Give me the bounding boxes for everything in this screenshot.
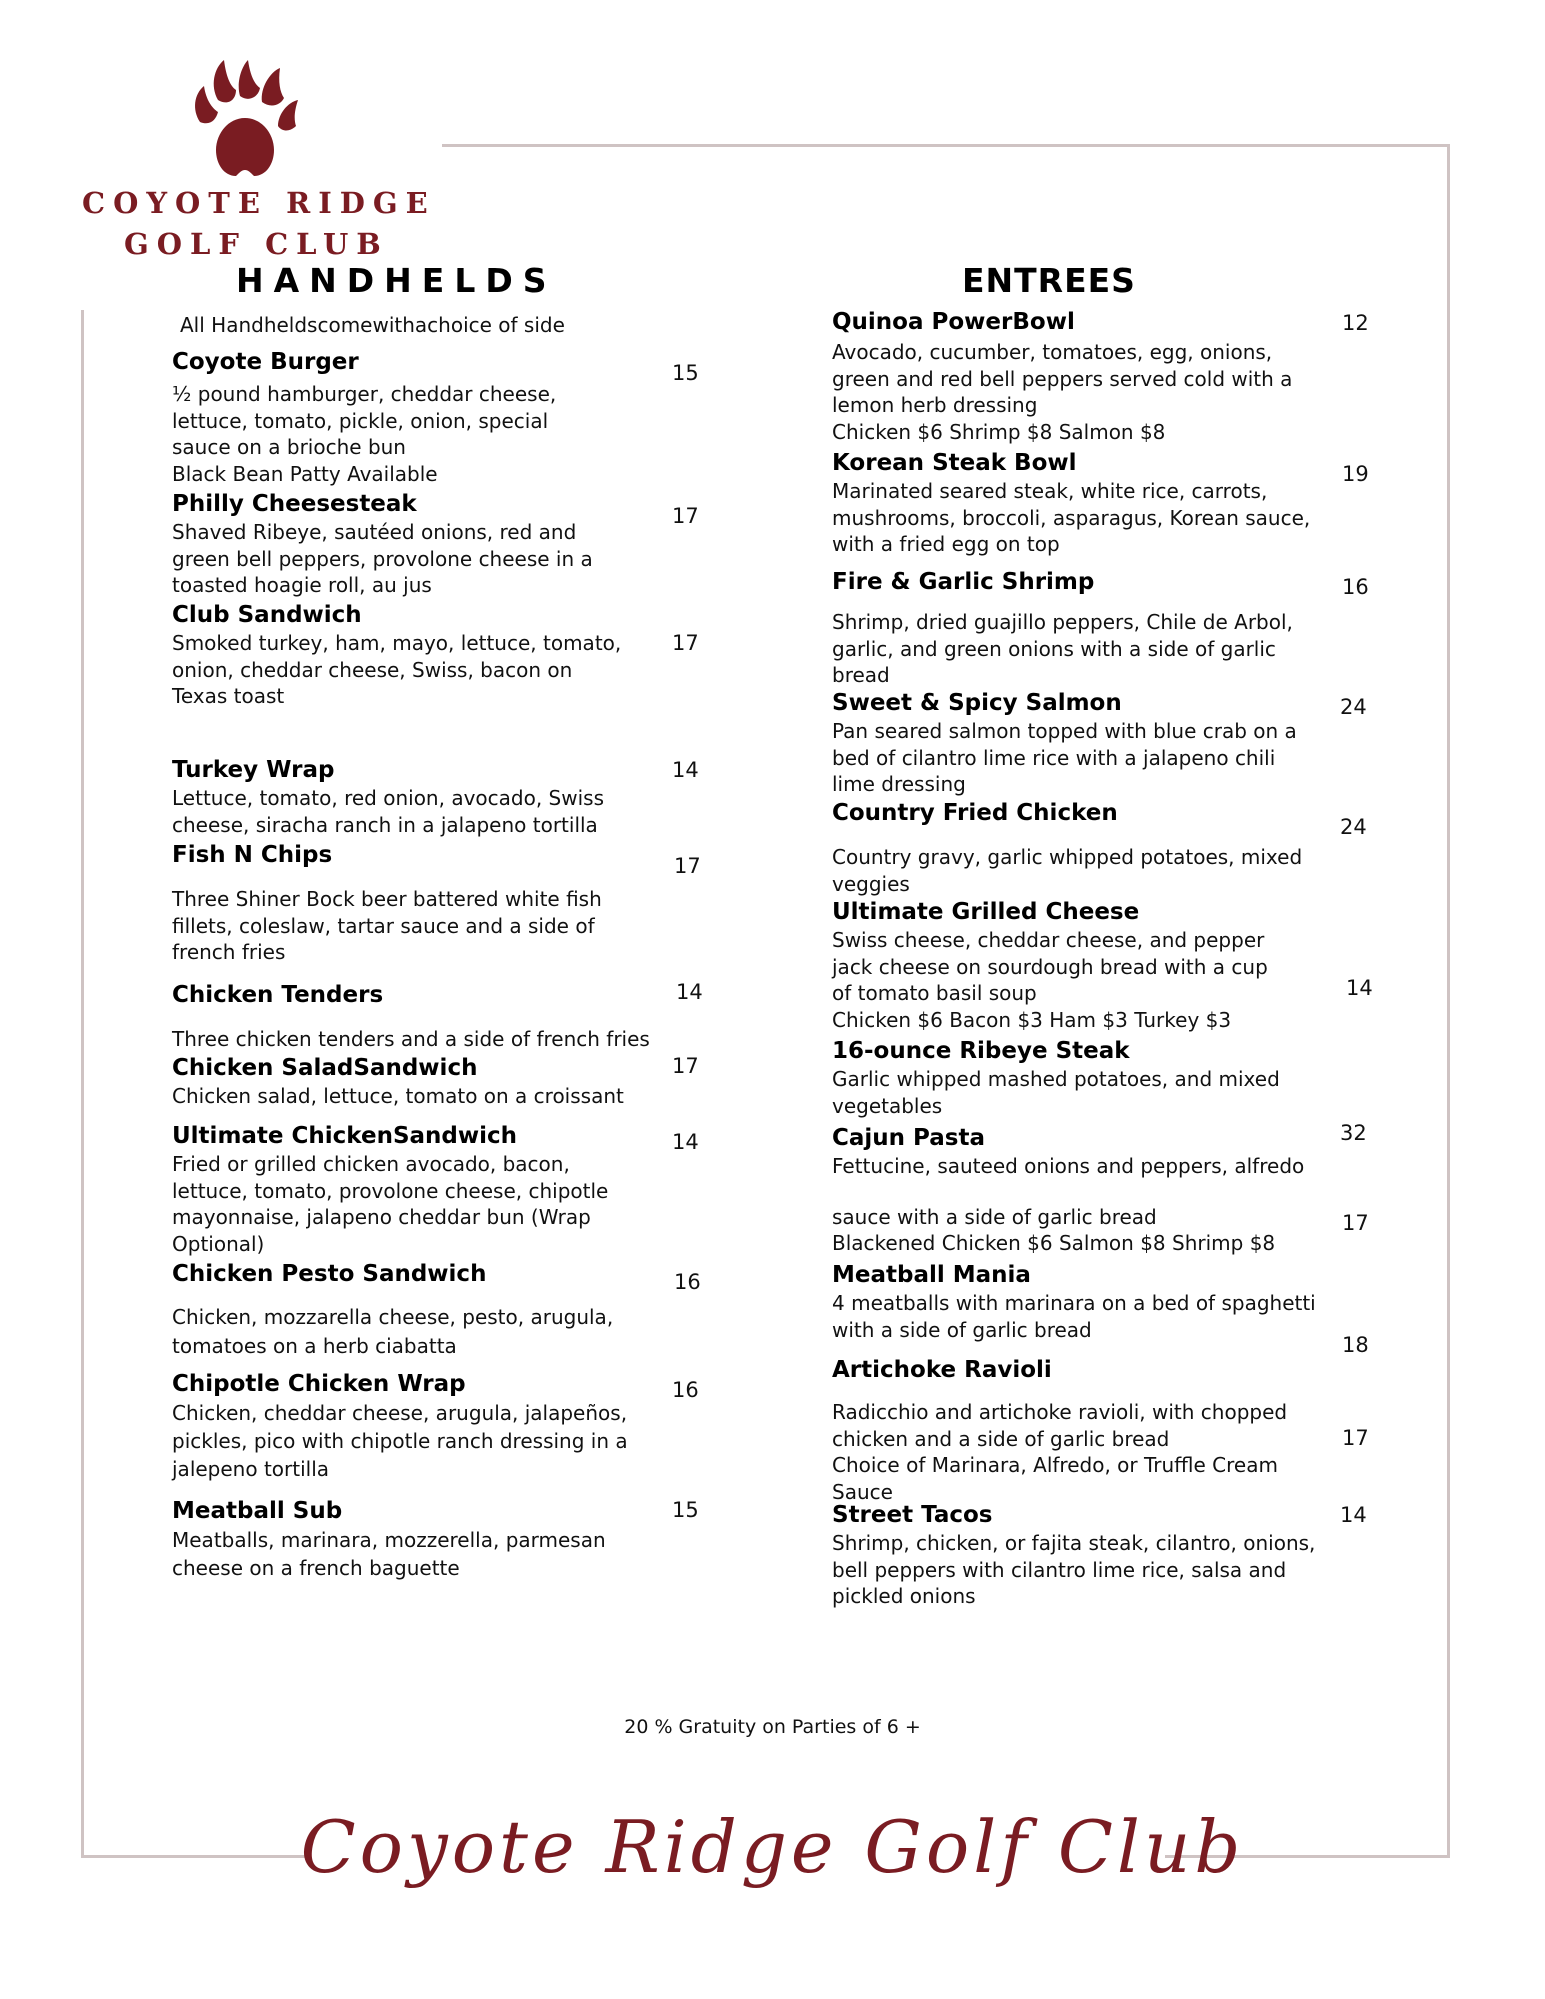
item-price: 17 — [1342, 1211, 1369, 1235]
logo — [80, 60, 436, 261]
item-name: Chicken SaladSandwich — [172, 1055, 478, 1081]
item-name: Chipotle Chicken Wrap — [172, 1371, 466, 1397]
item-name: Chicken Pesto Sandwich — [172, 1261, 487, 1287]
menu-item-chipotle-chicken-wrap — [172, 1369, 628, 1483]
item-description: Swiss cheese, cheddar cheese, and pepper jack cheese on sourdough bread with a cup of tomato basil soup Chicken $6 Bacon $3 Ham $3 Turkey $3 — [832, 928, 1268, 1032]
item-description: Chicken, cheddar cheese, arugula, jalapeños, pickles, pico with chipotle ranch dressing in a jalepeno tortilla — [172, 1401, 628, 1481]
item-name: Sweet & Spicy Salmon — [832, 690, 1122, 716]
item-price: 16 — [1342, 575, 1369, 599]
item-description: Smoked turkey, ham, mayo, lettuce, tomato, onion, cheddar cheese, Swiss, bacon on Texas toast — [172, 631, 622, 708]
menu-item-chicken-tenders — [172, 980, 650, 1053]
item-description: Meatballs, marinara, mozzerella, parmesan cheese on a french baguette — [172, 1528, 606, 1580]
menu-item-philly-cheesesteak — [172, 489, 593, 599]
menu-item-meatball-sub — [172, 1496, 606, 1582]
item-name: Quinoa PowerBowl — [832, 309, 1075, 335]
item-description: ½ pound hamburger, cheddar cheese, lettuce, tomato, pickle, onion, special sauce on a brioche bun Black Bean Patty Available — [172, 382, 557, 486]
item-name: Fire & Garlic Shrimp — [832, 569, 1095, 595]
item-price: 12 — [1342, 311, 1369, 335]
item-name: Coyote Burger — [172, 349, 359, 375]
item-description: Three Shiner Bock beer battered white fish fillets, coleslaw, tartar sauce and a side of french fries — [172, 887, 602, 964]
menu-item-korean-steak-bowl — [832, 448, 1310, 558]
item-description: Shaved Ribeye, sautéed onions, red and green bell peppers, provolone cheese in a toasted hoagie roll, au jus — [172, 520, 593, 597]
item-description: Garlic whipped mashed potatoes, and mixed vegetables — [832, 1067, 1280, 1118]
signature-script: Coyote Ridge Golf Club — [300, 1805, 1245, 1889]
handhelds-heading: HANDHELDS — [236, 261, 557, 300]
item-description: 4 meatballs with marinara on a bed of spaghetti with a side of garlic bread — [832, 1291, 1316, 1342]
menu-item-turkey-wrap — [172, 755, 604, 838]
item-price: 17 — [672, 504, 699, 528]
item-name: Ultimate ChickenSandwich — [172, 1123, 518, 1149]
menu-item-coyote-burger — [172, 347, 556, 487]
menu-item-sweet-spicy-salmon — [832, 688, 1297, 798]
item-price: 24 — [1340, 695, 1367, 719]
item-description: Shrimp, dried guajillo peppers, Chile de Arbol, garlic, and green onions with a side of garlic bread — [832, 610, 1293, 687]
menu-item-chicken-salad-sandwich — [172, 1053, 624, 1110]
item-name: Club Sandwich — [172, 602, 362, 628]
logo-text-line2: GOLF CLUB — [124, 227, 389, 261]
item-description: Three chicken tenders and a side of french fries — [172, 1027, 650, 1051]
frame-right-line — [1447, 144, 1450, 1856]
item-price: 17 — [672, 1054, 699, 1078]
item-description: Fettucine, sauteed onions and peppers, alfredo sauce with a side of garlic bread Blackened Chicken $6 Salmon $8 Shrimp $8 — [832, 1154, 1305, 1255]
item-price: 17 — [674, 854, 701, 878]
item-name: Fish N Chips — [172, 842, 333, 868]
handhelds-note: All Handheldscomewithachoice of side — [180, 313, 565, 337]
frame-left-line — [81, 310, 84, 1856]
item-description: Lettuce, tomato, red onion, avocado, Swiss cheese, siracha ranch in a jalapeno tortilla — [172, 786, 604, 837]
item-price: 24 — [1340, 815, 1367, 839]
menu-item-fire-garlic-shrimp — [832, 567, 1293, 689]
menu-item-ultimate-chicken-sandwich — [172, 1121, 608, 1257]
item-price: 19 — [1342, 462, 1369, 486]
item-price: 32 — [1340, 1121, 1367, 1145]
menu-item-ribeye-steak — [832, 1036, 1280, 1119]
item-description: Radicchio and artichoke ravioli, with chopped chicken and a side of garlic bread Choice of Marinara, Alfredo, or Truffle Cream Sauce — [832, 1400, 1288, 1504]
item-description: Pan seared salmon topped with blue crab on a bed of cilantro lime rice with a jalapeno chili lime dressing — [832, 719, 1297, 796]
item-name: Chicken Tenders — [172, 982, 384, 1008]
item-name: Cajun Pasta — [832, 1125, 986, 1151]
frame-top-line — [442, 144, 1450, 147]
item-name: Turkey Wrap — [172, 757, 335, 783]
item-price: 14 — [676, 980, 703, 1004]
item-name: Ultimate Grilled Cheese — [832, 899, 1140, 925]
item-description: Chicken salad, lettuce, tomato on a croissant — [172, 1084, 624, 1108]
gratuity-note: 20 % Gratuity on Parties of 6 + — [624, 1716, 921, 1738]
entrees-heading: ENTREES — [962, 261, 1136, 300]
item-name: Meatball Mania — [832, 1262, 1031, 1288]
item-description: Marinated seared steak, white rice, carrots, mushrooms, broccoli, asparagus, Korean sauce, with a fried egg on top — [832, 479, 1311, 556]
item-price: 14 — [672, 758, 699, 782]
item-name: 16-ounce Ribeye Steak — [832, 1038, 1130, 1064]
item-price: 14 — [1346, 976, 1373, 1000]
menu-item-artichoke-ravioli — [832, 1355, 1287, 1505]
item-description: Chicken, mozzarella cheese, pesto, arugula, tomatoes on a herb ciabatta — [172, 1305, 614, 1358]
menu-item-street-tacos — [832, 1500, 1315, 1610]
item-price: 17 — [672, 631, 699, 655]
item-name: Country Fried Chicken — [832, 800, 1118, 826]
item-price: 15 — [672, 1498, 699, 1522]
item-price: 14 — [672, 1130, 699, 1154]
item-name: Meatball Sub — [172, 1498, 343, 1524]
menu-item-ultimate-grilled-cheese — [832, 897, 1268, 1033]
item-price: 15 — [672, 361, 699, 385]
menu-item-quinoa-powerbowl — [832, 307, 1292, 445]
logo-text-line1: COYOTE RIDGE — [82, 186, 436, 220]
item-price: 16 — [672, 1378, 699, 1402]
menu-item-fish-n-chips — [172, 840, 602, 966]
menu-item-chicken-pesto-sandwich — [172, 1259, 613, 1361]
item-price: 14 — [1340, 1503, 1367, 1527]
menu-item-meatball-mania — [832, 1260, 1316, 1343]
item-price: 16 — [674, 1270, 701, 1294]
paw-print-icon — [190, 60, 300, 178]
item-price: 17 — [1342, 1426, 1369, 1450]
item-name: Korean Steak Bowl — [832, 450, 1077, 476]
menu-item-club-sandwich — [172, 600, 621, 710]
item-name: Artichoke Ravioli — [832, 1357, 1052, 1383]
menu-item-country-fried-chicken — [832, 798, 1302, 897]
item-description: Avocado, cucumber, tomatoes, egg, onions, green and red bell peppers served cold with a lemon herb dressing Chicken $6 Shrimp $8 Salmon $8 — [832, 340, 1293, 444]
item-description: Fried or grilled chicken avocado, bacon, lettuce, tomato, provolone cheese, chipotle mayonnaise, jalapeno cheddar bun (Wrap Optional) — [172, 1152, 609, 1256]
item-description: Country gravy, garlic whipped potatoes, mixed veggies — [832, 845, 1303, 896]
menu-item-cajun-pasta — [832, 1123, 1304, 1257]
item-description: Shrimp, chicken, or fajita steak, cilantro, onions, bell peppers with cilantro lime rice, salsa and pickled onions — [832, 1531, 1316, 1608]
item-name: Street Tacos — [832, 1502, 993, 1528]
item-name: Philly Cheesesteak — [172, 491, 417, 517]
item-price: 18 — [1342, 1333, 1369, 1357]
